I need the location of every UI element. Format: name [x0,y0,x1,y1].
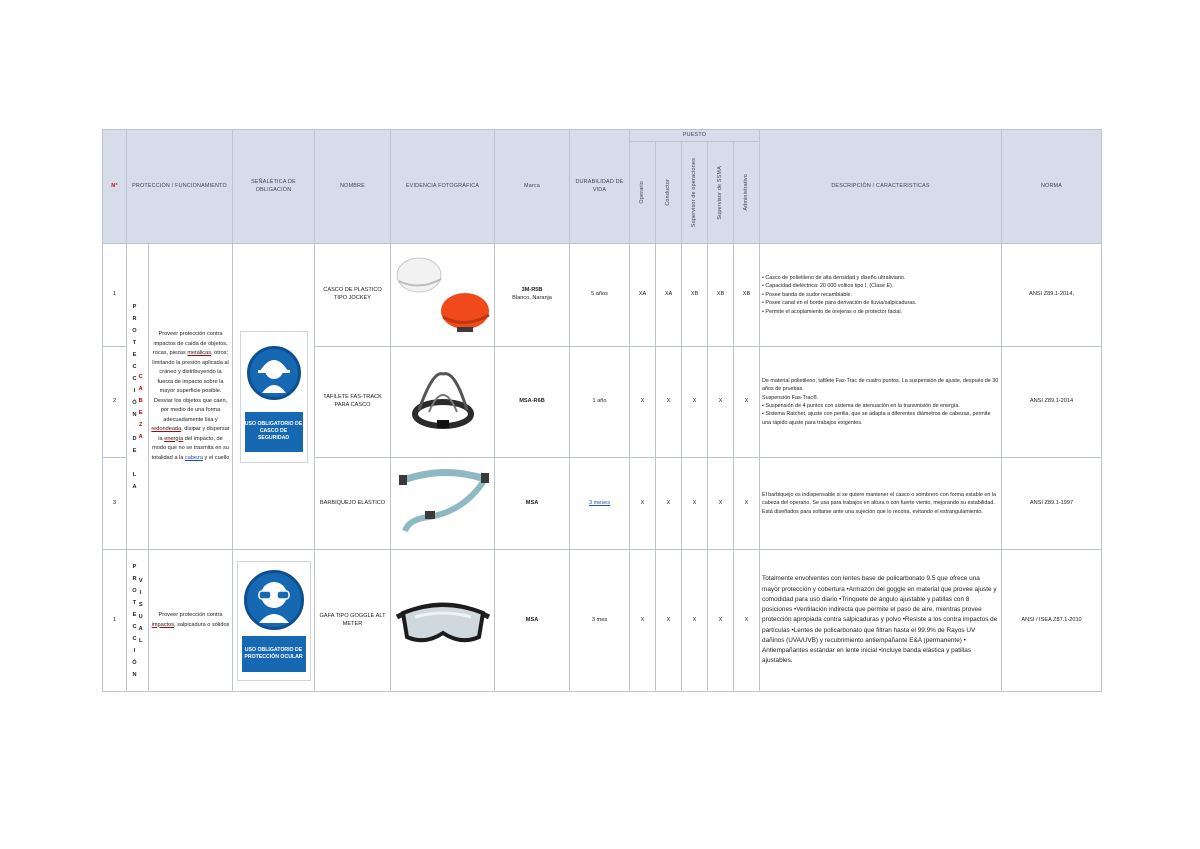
product-name: CASCO DE PLASTICO TIPO JOCKEY [315,244,391,347]
puesto-value: X [656,458,682,550]
header-puesto: PUESTO [630,130,760,142]
puesto-value: X [708,550,734,692]
vertical-letter: U [138,613,143,620]
vertical-letter: C [132,363,137,370]
photo-chinstrap [391,458,495,550]
vertical-letter: O [132,587,137,594]
brand: MSA [495,550,570,692]
puesto-value: X [630,347,656,458]
durability: 1 año [570,347,630,458]
vertical-letter: R [132,315,137,322]
puesto-value: X [708,458,734,550]
vertical-letter: A [138,385,143,392]
table-row [103,550,1102,692]
vertical-letter: A [132,483,137,490]
helmet-photo [393,245,493,341]
vertical-letter: E [132,611,137,618]
vertical-letter: V [138,577,143,584]
puesto-value: X [734,347,760,458]
puesto-value: XB [682,244,708,347]
puesto-value: X [656,550,682,692]
row-number: 1 [103,244,127,347]
vertical-letter: T [132,599,137,606]
vertical-letter: E [132,351,137,358]
puesto-value: X [682,347,708,458]
vertical-letter: R [132,575,137,582]
vertical-letter: N [132,411,137,418]
suspension-photo [403,360,483,440]
vertical-letter: Ó [132,399,137,406]
durability: 3 meses [570,458,630,550]
vertical-letter: B [138,397,143,404]
vertical-letter: I [139,589,142,596]
durability: 3 mes [570,550,630,692]
header-nombre: NOMBRE [315,130,391,244]
puesto-value: XA [630,244,656,347]
header-puesto-administrativo: Administrativo [734,142,760,244]
vertical-letter: E [132,447,137,454]
brand: MSA [495,458,570,550]
ppe-table [102,129,1102,692]
header-durabilidad: DURABILIDAD DE VIDA [570,130,630,244]
puesto-value: X [734,550,760,692]
header-proteccion: PROTECCIÓN / FUNCIONAMIENTO [127,130,233,244]
group-visual-letters [127,550,149,692]
puesto-value: XA [656,244,682,347]
vertical-letter: P [132,563,137,570]
vertical-letter: A [138,433,143,440]
row-number: 2 [103,347,127,458]
vertical-letter: L [132,471,137,478]
puesto-value: X [682,550,708,692]
vertical-letter: A [138,625,143,632]
header-puesto-supervisor-operaciones: Supervisor de operaciones [682,142,708,244]
norma: ANSI Z89.1-2014 [1002,347,1102,458]
puesto-value: X [656,347,682,458]
puesto-value: XB [708,244,734,347]
vertical-letter: L [138,637,143,644]
group-head-letters [127,244,149,550]
header-puesto-operario: Operario [630,142,656,244]
eye-sign-text: USO OBLIGATORIO DE PROTECCIÓN OCULAR [242,636,306,672]
helmet-sign-circle [247,346,301,400]
header-puesto-supervisor-ssma: Supervisor de SSMA [708,142,734,244]
description: El barbiquejo es indispensable si se quiere mantener el casco o sombrero con forma estable en la cabeza del operario. Se usa para trabajos en altura o con fuerte viento, mejorando su estabilidad. Está diseñados para soltarse ante una sujeción que lo recoira, evitando el estrangulamiento. [760,458,1002,550]
ppe-matrix-sheet [102,129,1101,693]
vertical-letter: D [132,435,137,442]
header-n: N° [103,130,127,244]
photo-suspension [391,347,495,458]
puesto-value: XB [734,244,760,347]
puesto-value: X [630,458,656,550]
vertical-letter: I [133,647,136,654]
eye-protection-mandatory-sign [237,561,311,681]
brand: MSA-R6B [495,347,570,458]
vertical-letter: S [138,601,143,608]
group-visual-function: Proveer protección contra impactos, salpicadura o sólidos [149,550,233,692]
photo-goggles [391,550,495,692]
row-number: 1 [103,550,127,692]
photo-helmets [391,244,495,347]
puesto-value: X [682,458,708,550]
description: Totalmente envolventes con lentes base de policarbonato 9.5 que ofrece una mayor protección y cobertura •Armazón del goggle en material que provee ajuste y comodidad para uso diario •Trinquete de ángulo ajustable y patillas con 8 posiciones •Ventilación indirecta que permite el paso de aire, mientras provee protección apropiada contra salpicaduras y polvo •Resiste a los contra impactos de partículas •Lentes de policarbonato que filtran hasta el 99.9% de Rayos UV dañinos (UVA/UVB) y recubrimiento antiempañante E&A (permanente) • Antiempañantes estándar en lente inicial •Incluye banda elástica y patillas ajustables. [760,550,1002,692]
header-evidencia: EVIDENCIA FOTOGRÁFICA [391,130,495,244]
norma: ANSI Z89.1-2014, [1002,244,1102,347]
eye-sign-circle [244,570,304,630]
chinstrap-photo [395,461,491,543]
vertical-letter: Ó [132,659,137,666]
helmet-mandatory-sign [240,331,308,463]
durability: 5 años [570,244,630,347]
product-name: BARBIQUEJO ELASTICO [315,458,391,550]
vertical-letter [132,421,136,433]
vertical-letter: I [133,387,136,394]
vertical-letter: T [132,339,137,346]
brand: 3M-R5B Blanco, Naranja [495,244,570,347]
group-head-function: Proveer protección contra impactos de caída de objetos, rocas, piezas metálicas, otros; limitando la presión aplicada al cráneo y distribuyendo la fuerza de impacto sobre la mayor superficie posible. Desviar los objetos que caen, por medio de una forma adecuadamente lisa y redondeada, disipar y dispersar la energía del impacto, de modo que no se trasmita en su totalidad a la cabeza y el cuello [149,244,233,550]
hard-hat-icon [250,349,298,397]
safety-glasses-icon [247,573,301,627]
vertical-letter: Z [138,421,143,428]
vertical-letter: C [132,623,137,630]
table-row [103,244,1102,347]
puesto-value: X [630,550,656,692]
vertical-letter: N [132,671,137,678]
norma: ANSI Z89.1-1997 [1002,458,1102,550]
header-senaletica: SEÑALÉTICA DE OBLIGACIÓN [233,130,315,244]
vertical-letter: C [132,635,137,642]
row-number: 3 [103,458,127,550]
goggles-photo [395,583,491,655]
description: De material polietileno, tafilete Fas-Trac de cuatro puntos. La suspensión de ajuste, después de 30 años de pruebas. Suspensión Fas-Trac®. • Suspensión de 4 puntos con sistema de atenuación en la transmisión de energía. • Sistema Ratchet, ajuste con perilla, que se adapta a diferentes diámetros de cabezas, permite una rápido ajuste para trabajos exigentes. [760,347,1002,458]
header-descripcion: DESCRIPCIÓN / CARACTERISTICAS [760,130,1002,244]
helmet-sign-text: USO OBLIGATORIO DE CASCO DE SEGURIDAD [245,412,303,452]
header-norma: NORMA [1002,130,1102,244]
vertical-letter [132,457,136,469]
product-name: TAFILETE FAS-TRACK PARA CASCO [315,347,391,458]
vertical-letter: O [132,327,137,334]
helmet-sign-cell [233,244,315,550]
vertical-letter: C [132,375,137,382]
puesto-value: X [734,458,760,550]
product-name: GAFA TIPO GOGGLE ALT METER [315,550,391,692]
vertical-letter: C [138,373,143,380]
description: • Casco de polietileno de alta densidad y diseño ultraliviano. • Capacidad dieléctrica: 20 000 voltios tipo I, (Clase E). • Posee banda de sudor recambiable. • Posee canal en el borde para derivación de lluvia/salpicaduras. • Permite el acoplamiento de orejeras o de protector facial. [760,244,1002,347]
norma: ANSI / ISEA Z87.1-2010 [1002,550,1102,692]
vertical-letter: E [138,409,143,416]
puesto-value: X [708,347,734,458]
header-marca: Marca [495,130,570,244]
header-puesto-conductor: Conductor [656,142,682,244]
eye-sign-cell [233,550,315,692]
vertical-letter: P [132,303,137,310]
